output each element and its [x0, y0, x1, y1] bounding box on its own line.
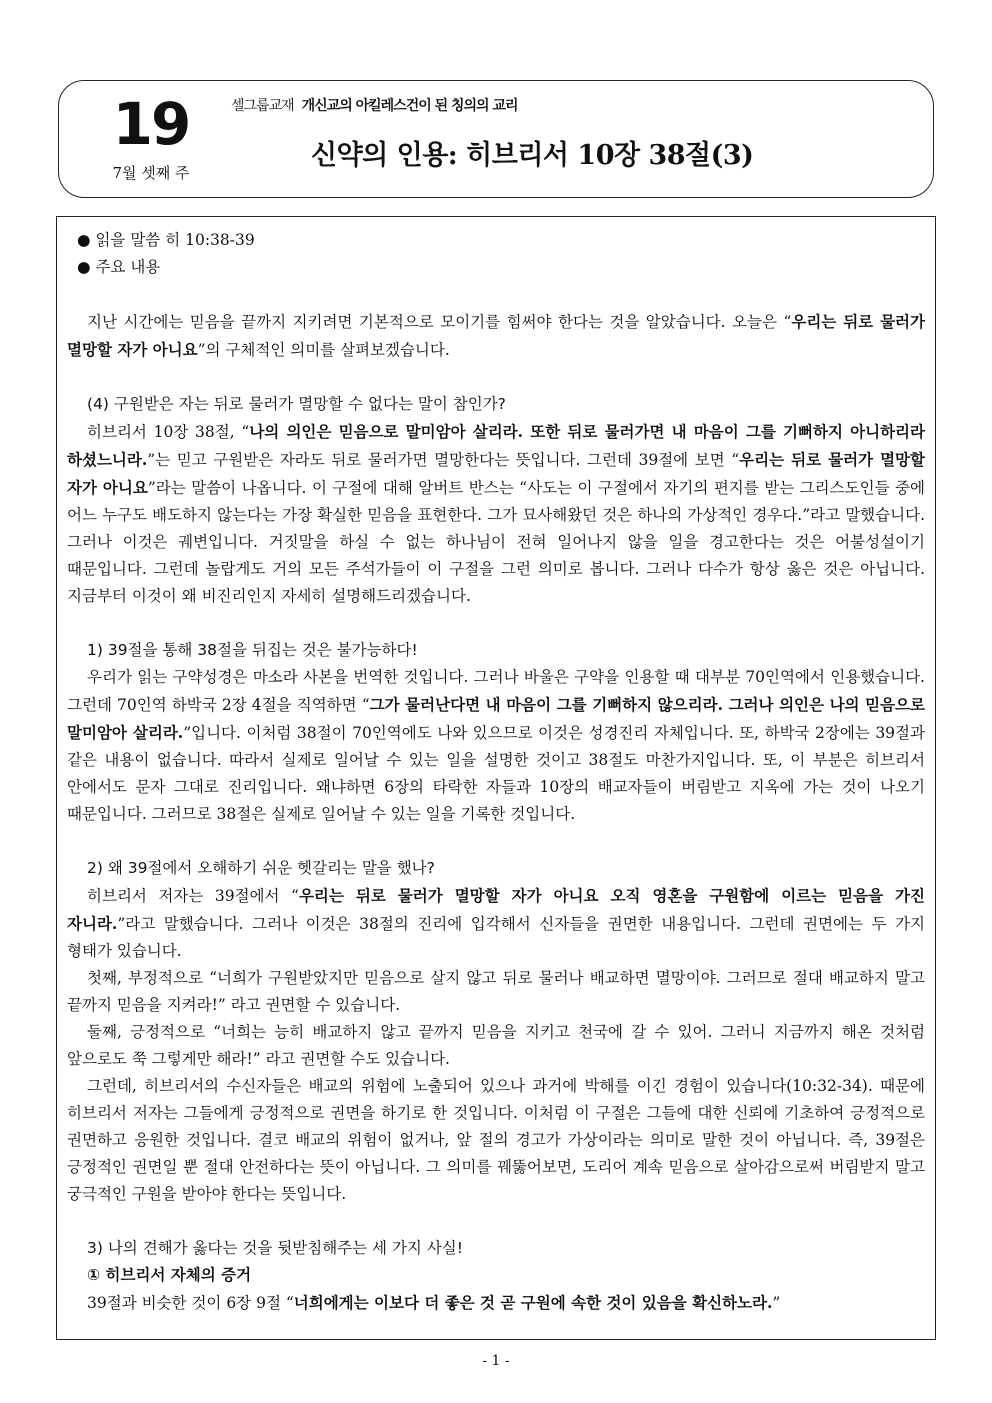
section-2-second: 둘째, 긍정적으로 “너희는 능히 배교하지 않고 끝까지 믿음을 지키고 천국에 갈 수 있어. 그러니 지금까지 해온 것처럼 앞으로도 쭉 그렇게만 해라!” 라고 권면할 수도 있습니다. — [67, 1023, 925, 1068]
text-run: ”는 믿고 구원받은 자라도 뒤로 물러가면 멸망한다는 뜻입니다. 그런데 39절에 보면 “ — [147, 451, 740, 469]
page-title: 신약의 인용: 히브리서 10장 38절(3) — [311, 140, 754, 171]
section-2-first: 첫째, 부정적으로 “너희가 구원받았지만 믿음으로 살지 않고 뒤로 물러나 배교하면 멸망이야. 그러므로 절대 배교하지 말고 끝까지 믿음을 지켜라!” 라고 권면할 수 있습니다. — [67, 969, 925, 1014]
section-heading-1: 1) 39절을 통해 38절을 뒤집는 것은 불가능하다! — [87, 641, 418, 659]
summary-label: ● 주요 내용 — [77, 258, 161, 276]
section-heading-3: 3) 나의 견해가 옳다는 것을 뒷받침해주는 세 가지 사실! — [87, 1239, 463, 1257]
text-run: ” — [772, 1294, 781, 1312]
content-box — [56, 216, 936, 1340]
lesson-number: 19 — [112, 90, 190, 158]
section-heading-4: (4) 구원받은 자는 뒤로 물러가 멸망할 수 없다는 말이 참인가? — [87, 395, 506, 413]
bold-subheading: ① 히브리서 자체의 증거 — [87, 1266, 252, 1284]
text-run: ”라는 말씀이 나옵니다. 이 구절에 대해 알버트 반스는 “사도는 이 구절에서 자기의 편지를 받는 그리스도인들 중에 어느 누구도 배도하지 않는다는 가장 확실한 믿음을 표현한다. 그가 묘사해왔던 것은 하나의 가상적인 경우다.”라고 말했습니다. 그러나 이것은 궤변입니다. 거짓말을 하실 수 없는 하나님이 전혀 일어나지 않을 일을 경고한다는 것은 어불성설이기 때문입니다. 그런데 놀랍게도 거의 모든 주석가들이 이 구절을 그런 의미로 봅니다. 그러나 다수가 항상 옳은 것은 아닙니다. 지금부터 이것이 왜 비진리인지 자세히 설명해드리겠습니다. — [67, 479, 925, 605]
bold-quote: 나의 의인은 믿음으로 말미암아 살리라. 또한 뒤로 물러가면 내 마음이 그를 기뻐하지 아니하리라 하셨느니라. — [67, 422, 925, 469]
section-3-paragraph — [67, 1289, 925, 1317]
text-run: 히브리서 10장 38절, “ — [87, 423, 250, 441]
section-4-paragraph — [67, 418, 925, 610]
text-run: 지난 시간에는 믿음을 끝까지 지키려면 기본적으로 모이기를 힘써야 한다는 것을 알았습니다. 오늘은 “ — [87, 313, 792, 331]
text-run: 히브리서 저자는 39절에서 “ — [87, 887, 299, 905]
text-run: ”의 구체적인 의미를 살펴보겠습니다. — [197, 341, 450, 359]
section-heading-2: 2) 왜 39절에서 오해하기 쉬운 헷갈리는 말을 했나? — [87, 859, 435, 877]
bold-quote: 그가 물러난다면 내 마음이 그를 기뻐하지 않으리라. 그러나 의인은 나의 믿음으로 말미암아 살리라. — [67, 695, 925, 742]
bold-quote: 우리는 뒤로 물러가 멸망할 자가 아니요 — [67, 312, 925, 359]
section-3-subheading — [67, 1262, 925, 1289]
section-2-paragraph — [67, 882, 925, 965]
intro-paragraph — [67, 308, 925, 364]
series-label: 셀그룹교재 — [231, 98, 294, 114]
series-line — [231, 97, 518, 115]
bold-quote: 우리는 뒤로 물러가 멸망할 자가 아니요 — [67, 450, 925, 497]
text-run: 우리가 읽는 구약성경은 마소라 사본을 번역한 것입니다. 그러나 바울은 구약을 인용할 때 대부분 70인역에서 인용했습니다. 그런데 70인역 하박국 2장 4절을 직역하면 “ — [67, 668, 925, 714]
text-run: ”입니다. 이처럼 38절이 70인역에도 나와 있으므로 이것은 성경진리 자체입니다. 또, 하박국 2장에는 39절과 같은 내용이 없습니다. 따라서 실제로 일어날 수 있는 일을 설명한 것이고 38절도 마찬가지입니다. 또, 이 부분은 히브리서 안에서도 문자 그대로 진리입니다. 왜냐하면 6장의 타락한 자들과 10장의 배교자들이 버림받고 지옥에 가는 것이 나오기 때문입니다. 그러므로 38절은 실제로 일어날 수 있는 일을 기록한 것입니다. — [67, 724, 925, 823]
bold-quote: 우리는 뒤로 물러가 멸망할 자가 아니요 오직 영혼을 구원함에 이르는 믿음을 가진 자니라. — [67, 886, 925, 933]
reading-line: ● 읽을 말씀 히 10:38-39 — [77, 231, 255, 249]
text-run: 39절과 비슷한 것이 6장 9절 “ — [87, 1294, 294, 1312]
section-2-third: 그런데, 히브리서의 수신자들은 배교의 위험에 노출되어 있으나 과거에 박해를 이긴 경험이 있습니다(10:32-34). 때문에 히브리서 저자는 그들에게 긍정적으로 권면을 하기로 한 것입니다. 이처럼 이 구절은 그들에 대한 신뢰에 기초하여 긍정적으로 권면하고 응원한 것입니다. 결코 배교의 위험이 없거나, 앞 절의 경고가 가상이라는 의미로 말한 것이 아닙니다. 즉, 39절은 긍정적인 권면일 뿐 절대 안전하다는 뜻이 아닙니다. 그 의미를 꿰뚫어보면, 도리어 계속 믿음으로 살아감으로써 버림받지 말고 궁극적인 구원을 받아야 한다는 뜻입니다. — [67, 1077, 925, 1203]
book-title: 개신교의 아킬레스건이 된 칭의의 교리 — [301, 98, 518, 114]
bold-quote: 너희에게는 이보다 더 좋은 것 곧 구원에 속한 것이 있음을 확신하노라. — [293, 1293, 773, 1312]
page-number: - 1 - — [482, 1353, 510, 1369]
week-label: 7월 셋째 주 — [112, 164, 190, 182]
text-run: ”라고 말했습니다. 그러나 이것은 38절의 진리에 입각해서 신자들을 권면한 내용입니다. 그런데 권면에는 두 가지 형태가 있습니다. — [67, 915, 925, 960]
lesson-header — [58, 80, 934, 198]
section-1-paragraph — [67, 664, 925, 828]
